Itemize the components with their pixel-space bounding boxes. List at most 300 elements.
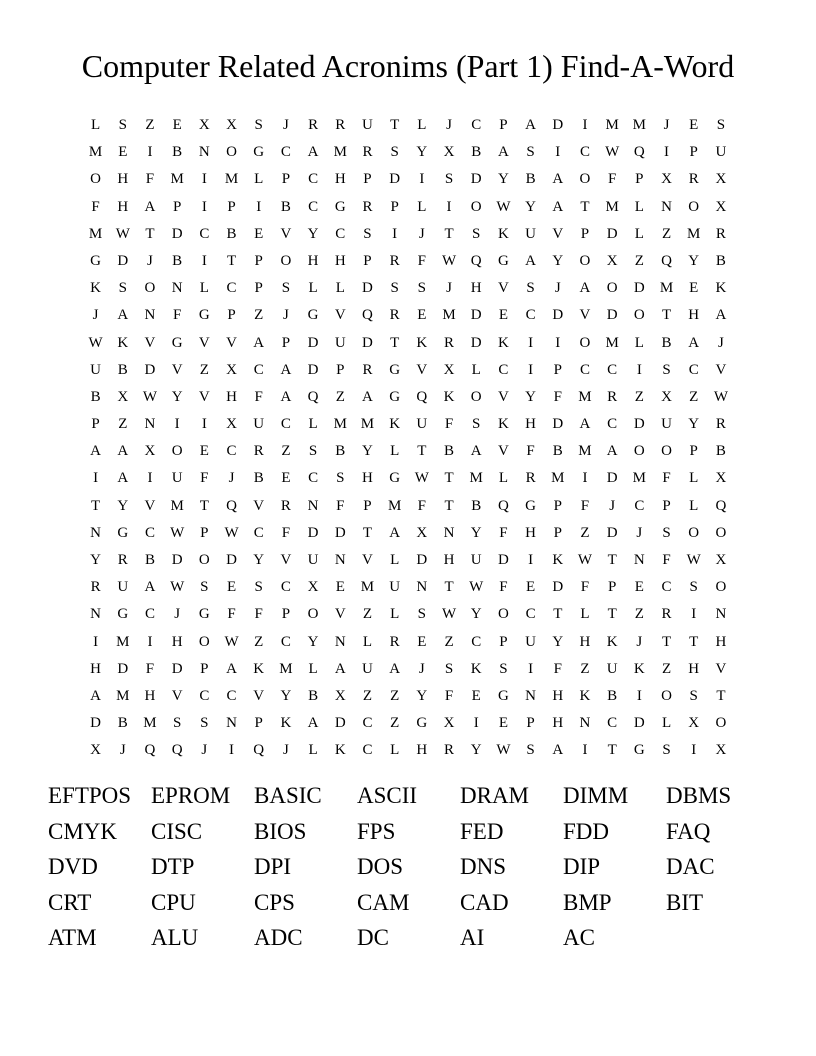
grid-letter: K (90, 280, 102, 297)
grid-letter: I (201, 198, 207, 215)
word-list-item: DTP (151, 854, 195, 880)
grid-letter: Y (525, 198, 537, 215)
grid-letter: E (471, 687, 481, 704)
grid-letter: Z (580, 660, 590, 677)
grid-letter: C (579, 144, 590, 161)
grid-letter: I (664, 144, 670, 161)
grid-letter: D (633, 715, 645, 732)
grid-letter: N (443, 524, 455, 541)
grid-letter: V (497, 388, 509, 405)
grid-letter: V (715, 660, 727, 677)
grid-letter: I (691, 606, 697, 623)
grid-letter: T (390, 334, 400, 351)
grid-letter: D (633, 416, 645, 433)
grid-letter: Q (171, 742, 183, 759)
grid-letter: D (144, 361, 156, 378)
grid-row (82, 411, 735, 438)
grid-letter: G (198, 307, 210, 324)
letter-grid (82, 112, 735, 765)
grid-letter: G (525, 497, 537, 514)
grid-letter: U (606, 660, 618, 677)
grid-letter: A (117, 307, 129, 324)
grid-letter: F (254, 388, 263, 405)
grid-letter: W (577, 552, 593, 568)
grid-letter: J (663, 117, 670, 133)
grid-letter: A (688, 334, 700, 351)
grid-letter: A (280, 361, 292, 378)
grid-letter: J (282, 307, 289, 324)
grid-letter: F (417, 497, 427, 514)
grid-letter: P (91, 416, 100, 433)
grid-letter: N (307, 497, 319, 514)
word-list-item: ATM (48, 925, 97, 951)
grid-letter: O (715, 715, 727, 732)
grid-letter: Y (280, 687, 292, 704)
grid-letter: F (172, 307, 182, 324)
grid-letter: X (715, 171, 727, 188)
grid-letter: L (390, 443, 400, 460)
grid-letter: J (92, 307, 99, 324)
grid-letter: P (363, 171, 372, 188)
grid-letter: V (715, 361, 727, 378)
grid-letter: L (417, 117, 427, 133)
grid-letter: D (334, 715, 346, 732)
grid-letter: O (661, 687, 672, 704)
grid-letter: T (661, 633, 672, 650)
grid-letter: L (471, 361, 481, 378)
grid-letter: V (362, 552, 373, 568)
grid-letter: T (689, 633, 699, 650)
grid-letter: D (90, 715, 102, 732)
grid-letter: H (688, 660, 700, 677)
grid-letter: F (499, 579, 508, 596)
grid-letter: V (579, 307, 591, 324)
grid-letter: E (634, 579, 644, 596)
grid-letter: E (254, 225, 264, 242)
grid-letter: M (605, 198, 619, 215)
grid-letter: D (389, 171, 401, 188)
grid-letter: F (553, 388, 562, 405)
grid-letter: V (144, 497, 156, 514)
grid-letter: A (307, 144, 319, 161)
grid-letter: H (362, 470, 373, 487)
grid-letter: O (579, 334, 591, 351)
grid-letter: A (552, 198, 564, 215)
grid-letter: S (689, 579, 698, 596)
grid-letter: I (691, 742, 697, 759)
grid-letter: O (579, 171, 591, 188)
grid-letter: T (444, 497, 454, 514)
grid-letter: M (333, 416, 347, 433)
grid-letter: R (525, 470, 536, 487)
grid-letter: L (308, 660, 318, 677)
grid-letter: S (526, 742, 535, 759)
grid-letter: Y (117, 497, 129, 514)
word-list-item: EFTPOS (48, 783, 132, 808)
grid-letter: M (578, 443, 592, 460)
grid-letter: I (392, 225, 398, 242)
grid-letter: R (362, 361, 373, 378)
grid-letter: I (229, 742, 235, 759)
grid-letter: D (362, 280, 373, 297)
grid-letter: D (117, 252, 129, 269)
grid-letter: N (90, 524, 102, 541)
grid-letter: R (362, 198, 373, 215)
grid-letter: W (496, 742, 511, 759)
grid-letter: B (715, 443, 726, 460)
grid-letter: P (336, 361, 345, 378)
grid-letter: S (662, 361, 671, 378)
grid-letter: Z (199, 361, 209, 378)
grid-letter: C (144, 606, 155, 623)
grid-letter: A (144, 198, 156, 215)
grid-letter: D (171, 552, 183, 568)
grid-letter: F (91, 198, 100, 215)
grid-row (82, 248, 735, 275)
grid-letter: Q (497, 497, 509, 514)
grid-row (82, 574, 735, 601)
grid-letter: C (280, 416, 291, 433)
grid-letter: X (443, 715, 455, 732)
grid-letter: L (689, 497, 699, 514)
grid-letter: R (444, 334, 455, 351)
grid-letter: K (117, 334, 129, 351)
grid-letter: J (636, 633, 643, 650)
grid-letter: S (200, 715, 209, 732)
grid-letter: C (688, 361, 699, 378)
grid-letter: C (471, 633, 482, 650)
grid-letter: K (470, 660, 482, 677)
word-list-item: DOS (357, 854, 404, 880)
grid-letter: P (553, 361, 562, 378)
grid-letter: O (633, 307, 645, 324)
grid-letter: P (281, 606, 291, 623)
grid-letter: B (661, 334, 672, 351)
page-title: Computer Related Acronims (Part 1) Find-A-Word (81, 48, 735, 84)
grid-letter: C (607, 715, 618, 732)
grid-letter: C (199, 225, 210, 242)
grid-letter: T (607, 606, 617, 623)
grid-letter: K (334, 742, 346, 759)
grid-letter: E (417, 633, 427, 650)
grid-letter: H (688, 307, 700, 324)
grid-letter: W (605, 144, 620, 161)
grid-letter: U (389, 579, 401, 596)
grid-letter: N (144, 307, 156, 324)
grid-letter: Z (362, 687, 373, 704)
grid-letter: T (362, 524, 373, 541)
grid-letter: A (334, 660, 346, 677)
grid-letter: O (171, 443, 183, 460)
grid-letter: Z (580, 524, 590, 541)
grid-letter: N (661, 198, 672, 215)
grid-letter: S (662, 524, 671, 541)
grid-row (82, 357, 735, 384)
grid-letter: C (144, 524, 155, 541)
grid-letter: R (280, 497, 291, 514)
grid-letter: P (363, 252, 372, 269)
word-list (48, 778, 769, 956)
grid-letter: V (198, 388, 210, 405)
grid-row (82, 683, 735, 710)
grid-letter: B (117, 715, 128, 732)
grid-letter: S (336, 470, 345, 487)
grid-letter: O (307, 606, 319, 623)
grid-letter: A (579, 416, 591, 433)
grid-letter: Z (661, 660, 672, 677)
grid-letter: C (362, 742, 373, 759)
grid-letter: M (387, 497, 402, 514)
grid-letter: S (308, 443, 318, 460)
grid-letter: Q (362, 307, 373, 324)
grid-letter: P (281, 171, 291, 188)
grid-letter: W (414, 470, 429, 487)
grid-letter: L (390, 742, 400, 759)
word-list-item: DNS (460, 854, 507, 880)
grid-letter: P (200, 660, 209, 677)
grid-letter: D (606, 470, 618, 487)
grid-letter: N (334, 633, 346, 650)
grid-letter: B (471, 144, 482, 161)
grid-letter: N (144, 416, 156, 433)
grid-letter: O (606, 280, 618, 297)
grid-letter: I (636, 361, 642, 378)
grid-row (82, 438, 735, 465)
grid-letter: G (171, 334, 183, 351)
grid-row (82, 465, 735, 492)
grid-row (82, 275, 735, 302)
grid-letter: C (280, 633, 291, 650)
grid-letter: J (174, 606, 181, 623)
grid-letter: P (200, 524, 209, 541)
grid-letter: V (334, 606, 346, 623)
grid-row (82, 194, 735, 221)
grid-letter: G (497, 252, 509, 269)
grid-letter: B (525, 171, 536, 188)
grid-letter: J (201, 742, 208, 759)
grid-letter: T (607, 742, 617, 759)
grid-letter: I (147, 144, 153, 161)
grid-letter: Z (362, 606, 373, 623)
grid-row (82, 166, 735, 193)
grid-letter: V (144, 334, 156, 351)
grid-letter: D (307, 361, 319, 378)
grid-letter: Y (525, 388, 537, 405)
grid-letter: Z (390, 715, 400, 732)
grid-letter: L (661, 715, 672, 732)
grid-letter: I (201, 416, 207, 433)
grid-letter: C (525, 606, 536, 623)
grid-letter: S (172, 715, 182, 732)
grid-letter: R (117, 552, 128, 568)
grid-letter: Y (90, 552, 102, 568)
grid-letter: X (117, 388, 129, 405)
grid-letter: S (118, 280, 127, 297)
grid-letter: Y (307, 633, 319, 650)
grid-letter: E (689, 280, 699, 297)
grid-letter: S (118, 117, 127, 133)
grid-letter: I (419, 171, 425, 188)
grid-letter: Y (416, 144, 428, 161)
grid-letter: E (498, 715, 508, 732)
grid-letter: S (417, 606, 427, 623)
grid-letter: S (526, 280, 535, 297)
grid-letter: M (88, 144, 103, 161)
grid-letter: B (552, 443, 563, 460)
word-list-item: CMYK (48, 818, 118, 844)
grid-letter: P (227, 198, 236, 215)
grid-letter: L (199, 280, 209, 297)
grid-letter: O (715, 579, 727, 596)
grid-letter: S (417, 280, 427, 297)
grid-row (82, 112, 735, 139)
word-list-item: EPROM (151, 783, 231, 808)
grid-letter: Z (281, 443, 291, 460)
grid-letter: V (171, 687, 183, 704)
grid-letter: W (170, 579, 185, 596)
grid-letter: O (715, 524, 727, 541)
grid-letter: P (553, 497, 562, 514)
grid-letter: C (199, 687, 210, 704)
grid-letter: G (90, 252, 102, 269)
grid-letter: G (497, 687, 509, 704)
grid-letter: S (662, 742, 671, 759)
grid-letter: B (335, 443, 346, 460)
grid-letter: F (254, 606, 263, 623)
grid-letter: J (119, 742, 126, 759)
grid-letter: O (688, 524, 700, 541)
grid-letter: G (307, 307, 319, 324)
grid-row (82, 139, 735, 166)
grid-letter: A (552, 742, 564, 759)
grid-letter: B (280, 198, 291, 215)
grid-letter: I (528, 660, 534, 677)
grid-letter: V (280, 552, 292, 568)
grid-letter: P (689, 443, 698, 460)
grid-letter: N (198, 144, 210, 161)
grid-letter: P (689, 144, 698, 161)
grid-letter: F (336, 497, 345, 514)
word-list-item: FAQ (666, 818, 711, 844)
grid-letter: A (117, 443, 129, 460)
grid-letter: L (390, 552, 400, 568)
grid-letter: U (90, 361, 102, 378)
grid-letter: V (416, 361, 428, 378)
grid-letter: O (198, 633, 210, 650)
grid-letter: M (659, 280, 674, 297)
grid-letter: W (224, 633, 239, 650)
grid-letter: A (280, 388, 292, 405)
grid-letter: I (582, 742, 588, 759)
grid-letter: R (607, 388, 618, 405)
grid-letter: B (607, 687, 618, 704)
grid-letter: Q (633, 144, 645, 161)
grid-letter: D (552, 307, 564, 324)
word-list-item: ASCII (357, 783, 418, 808)
grid-letter: L (634, 334, 644, 351)
grid-letter: P (363, 497, 372, 514)
grid-row (82, 656, 735, 683)
grid-row (82, 601, 735, 628)
grid-letter: U (307, 552, 319, 568)
grid-letter: W (496, 198, 511, 215)
grid-letter: T (444, 225, 454, 242)
grid-letter: G (334, 198, 346, 215)
grid-letter: X (715, 198, 727, 215)
grid-letter: F (499, 524, 508, 541)
grid-letter: I (636, 687, 642, 704)
grid-letter: P (254, 715, 263, 732)
grid-letter: A (715, 307, 727, 324)
grid-letter: W (142, 388, 158, 405)
grid-letter: Q (416, 388, 428, 405)
grid-letter: X (443, 361, 455, 378)
grid-letter: S (716, 117, 726, 133)
grid-letter: B (117, 361, 128, 378)
word-list-row (48, 885, 769, 921)
grid-letter: W (224, 524, 239, 541)
grid-letter: T (145, 225, 155, 242)
word-list-item: DC (357, 925, 389, 951)
grid-letter: X (715, 552, 727, 568)
grid-letter: U (362, 660, 373, 677)
grid-letter: D (497, 552, 509, 568)
grid-letter: Q (470, 252, 482, 269)
grid-letter: M (442, 307, 456, 324)
grid-letter: L (417, 198, 427, 215)
word-list-item: CISC (151, 818, 203, 844)
grid-letter: K (579, 687, 591, 704)
grid-letter: G (117, 524, 129, 541)
grid-letter: S (444, 660, 454, 677)
grid-letter: S (363, 225, 372, 242)
grid-letter: I (201, 252, 207, 269)
grid-letter: I (528, 334, 534, 351)
grid-letter: P (553, 524, 562, 541)
grid-letter: W (441, 606, 457, 623)
grid-letter: R (444, 742, 455, 759)
grid-letter: V (253, 497, 265, 514)
grid-letter: Y (688, 252, 700, 269)
grid-letter: C (607, 361, 618, 378)
grid-letter: X (661, 388, 672, 405)
grid-letter: D (606, 524, 618, 541)
grid-letter: S (472, 225, 481, 242)
grid-letter: C (226, 687, 237, 704)
grid-letter: V (280, 225, 292, 242)
grid-letter: D (606, 307, 618, 324)
grid-letter: R (308, 117, 319, 133)
grid-row (82, 302, 735, 329)
grid-letter: H (525, 524, 537, 541)
grid-letter: M (360, 579, 375, 596)
grid-letter: U (416, 416, 428, 433)
grid-letter: F (444, 416, 454, 433)
grid-letter: P (254, 280, 263, 297)
grid-letter: Y (552, 252, 564, 269)
grid-row (82, 221, 735, 248)
grid-row (82, 330, 735, 357)
grid-letter: Y (362, 443, 373, 460)
grid-letter: O (198, 552, 210, 568)
grid-letter: C (280, 144, 291, 161)
grid-letter: P (635, 171, 644, 188)
grid-letter: T (199, 497, 209, 514)
grid-letter: E (335, 579, 345, 596)
grid-letter: L (580, 606, 590, 623)
grid-letter: B (308, 687, 319, 704)
grid-letter: S (444, 171, 454, 188)
